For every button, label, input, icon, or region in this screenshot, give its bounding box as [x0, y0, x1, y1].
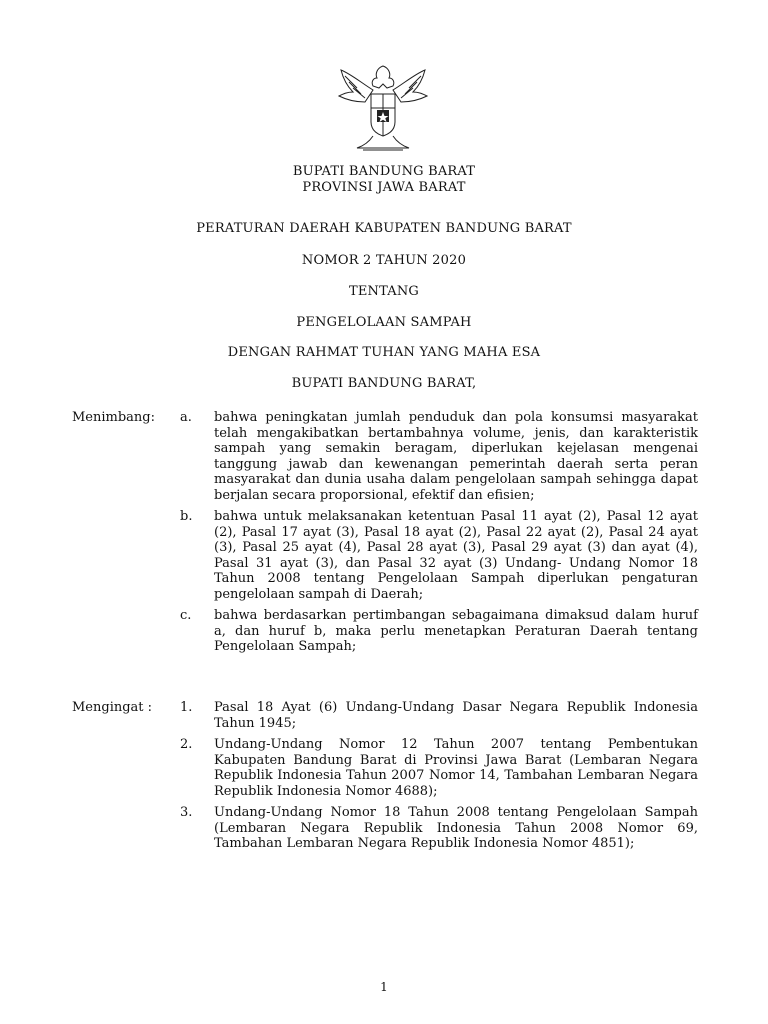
item-marker: 2.: [180, 737, 193, 752]
item-text: bahwa untuk melaksanakan ketentuan Pasal 11 ayat (2), Pasal 12 ayat (2), Pasal 17 ayat (3), Pasal 18 ayat (2), Pasal 22 ayat (2), Pasal 24 ayat (3), Pasal 25 ayat (4), Pasal 28 ayat (3), Pasal 29 ayat (3) dan ayat (4), Pasal 31 ayat (3), dan Pasal 32 ayat (3) Undang- Undang Nomor 18 Tahun 2008 tentang Pengelolaan Sampah diperlukan pengaturan pengelolaan sampah di Daerah;: [214, 509, 698, 602]
authority-line: BUPATI BANDUNG BARAT,: [291, 376, 477, 391]
item-text: bahwa berdasarkan pertimbangan sebagaimana dimaksud dalam huruf a, dan huruf b, maka perlu menetapkan Peraturan Daerah tentang Pengelolaan Sampah;: [214, 608, 698, 654]
list-item: [72, 805, 698, 852]
regulation-subject: PENGELOLAAN SAMPAH: [296, 315, 472, 330]
menimbang-section: [72, 410, 698, 661]
item-text: Undang-Undang Nomor 18 Tahun 2008 tentang Pengelolaan Sampah (Lembaran Negara Republik Indonesia Tahun 2008 Nomor 69, Tambahan Lembaran Negara Republik Indonesia Nomor 4851);: [214, 805, 698, 851]
regulation-title: PERATURAN DAERAH KABUPATEN BANDUNG BARAT: [196, 221, 572, 236]
list-item: [72, 608, 698, 655]
item-marker: c.: [180, 608, 192, 623]
mengingat-section: [72, 700, 698, 858]
item-marker: b.: [180, 509, 193, 524]
garuda-emblem: [333, 64, 433, 154]
section-label: Mengingat :: [72, 700, 153, 715]
about-heading: TENTANG: [348, 284, 420, 299]
list-item: [72, 737, 698, 799]
header-line-1: BUPATI BANDUNG BARAT: [292, 164, 476, 179]
item-marker: 1.: [180, 700, 193, 715]
item-text: Undang-Undang Nomor 12 Tahun 2007 tentang Pembentukan Kabupaten Bandung Barat di Provinsi Jawa Barat (Lembaran Negara Republik Indonesia Tahun 2007 Nomor 14, Tambahan Lembaran Negara Republik Indonesia Nomor 4688);: [214, 737, 698, 799]
item-text: bahwa peningkatan jumlah penduduk dan pola konsumsi masyarakat telah mengakibatkan bertambahnya volume, jenis, dan karakteristik sampah yang semakin beragam, diperlukan kejelasan mengenai tanggung jawab dan kewenangan pemerintah daerah serta peran masyarakat dan dunia usaha dalam pengelolaan sampah sehingga dapat berjalan secara proporsional, efektif dan efisien;: [214, 410, 698, 503]
header-line-2: PROVINSI JAWA BARAT: [302, 180, 466, 195]
list-item: [72, 700, 698, 731]
item-marker: 3.: [180, 805, 193, 820]
regulation-number: NOMOR 2 TAHUN 2020: [301, 253, 467, 268]
list-item: [72, 509, 698, 602]
list-item: [72, 410, 698, 503]
page-number: 1: [380, 980, 388, 994]
section-label: Menimbang:: [72, 410, 156, 425]
grace-statement: DENGAN RAHMAT TUHAN YANG MAHA ESA: [227, 345, 541, 360]
item-marker: a.: [180, 410, 192, 425]
item-text: Pasal 18 Ayat (6) Undang-Undang Dasar Negara Republik Indonesia Tahun 1945;: [214, 700, 698, 731]
